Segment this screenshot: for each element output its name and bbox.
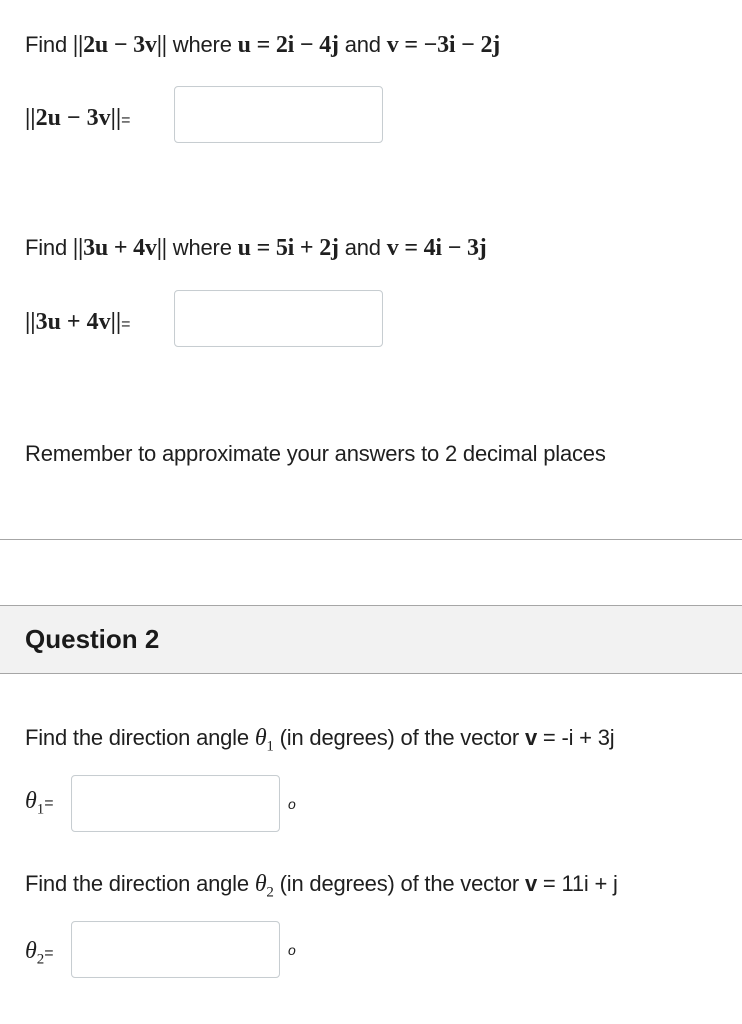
u-definition: u = 5i + 2j [237,235,339,261]
q1b-answer-label [25,309,131,336]
question-divider [0,539,742,540]
degree-symbol: o [288,942,296,958]
q1a-prompt [25,32,500,59]
theta-subscript: 2 [36,951,45,968]
v-definition: v = −3i − 2j [386,32,501,58]
prompt-prefix: Find [25,32,73,57]
q2a-prompt [25,725,614,755]
theta-symbol: θ [254,871,267,897]
norm-label: ||3u + 4v|| [25,309,122,335]
q2b-answer-input[interactable] [71,921,280,978]
equals-sign: = [44,795,54,812]
norm-expression: ||3u + 4v|| [72,235,167,261]
question-header [0,605,742,674]
theta-subscript: 1 [36,801,45,818]
q2a-answer-label [25,788,54,818]
theta-subscript: 2 [266,884,274,901]
theta-subscript: 1 [266,738,274,755]
equals-sign: = [121,316,131,333]
u-definition: u = 2i − 4j [237,32,339,58]
q1a-answer-input[interactable] [174,86,383,143]
q2a-answer-input[interactable] [71,775,280,832]
question-title: Question 2 [25,624,160,654]
prompt-start: Find the direction angle [25,871,255,896]
theta-symbol: θ [254,725,267,751]
vector-definition: = -i + 3j [536,725,615,750]
and-text: and [338,235,387,260]
prompt-prefix: Find [25,235,73,260]
vector-name: v [524,871,537,896]
q2b-prompt [25,871,618,901]
theta-symbol: θ [25,938,37,964]
and-text: and [338,32,387,57]
q1b-answer-input[interactable] [174,290,383,347]
vector-definition: = 11i + j [536,871,618,896]
q1a-answer-label [25,105,131,132]
where-text: where [166,32,238,57]
where-text: where [166,235,238,260]
vector-name: v [524,725,537,750]
reminder-text: Remember to approximate your answers to 2 decimal places [25,441,606,466]
equals-sign: = [44,945,54,962]
norm-expression: ||2u − 3v|| [72,32,167,58]
q2b-answer-label [25,938,54,968]
prompt-mid: (in degrees) of the vector [273,725,525,750]
norm-label: ||2u − 3v|| [25,105,122,131]
q1b-prompt [25,235,487,262]
theta-symbol: θ [25,788,37,814]
equals-sign: = [121,112,131,129]
prompt-start: Find the direction angle [25,725,255,750]
prompt-mid: (in degrees) of the vector [273,871,525,896]
v-definition: v = 4i − 3j [386,235,487,261]
degree-symbol: o [288,796,296,812]
